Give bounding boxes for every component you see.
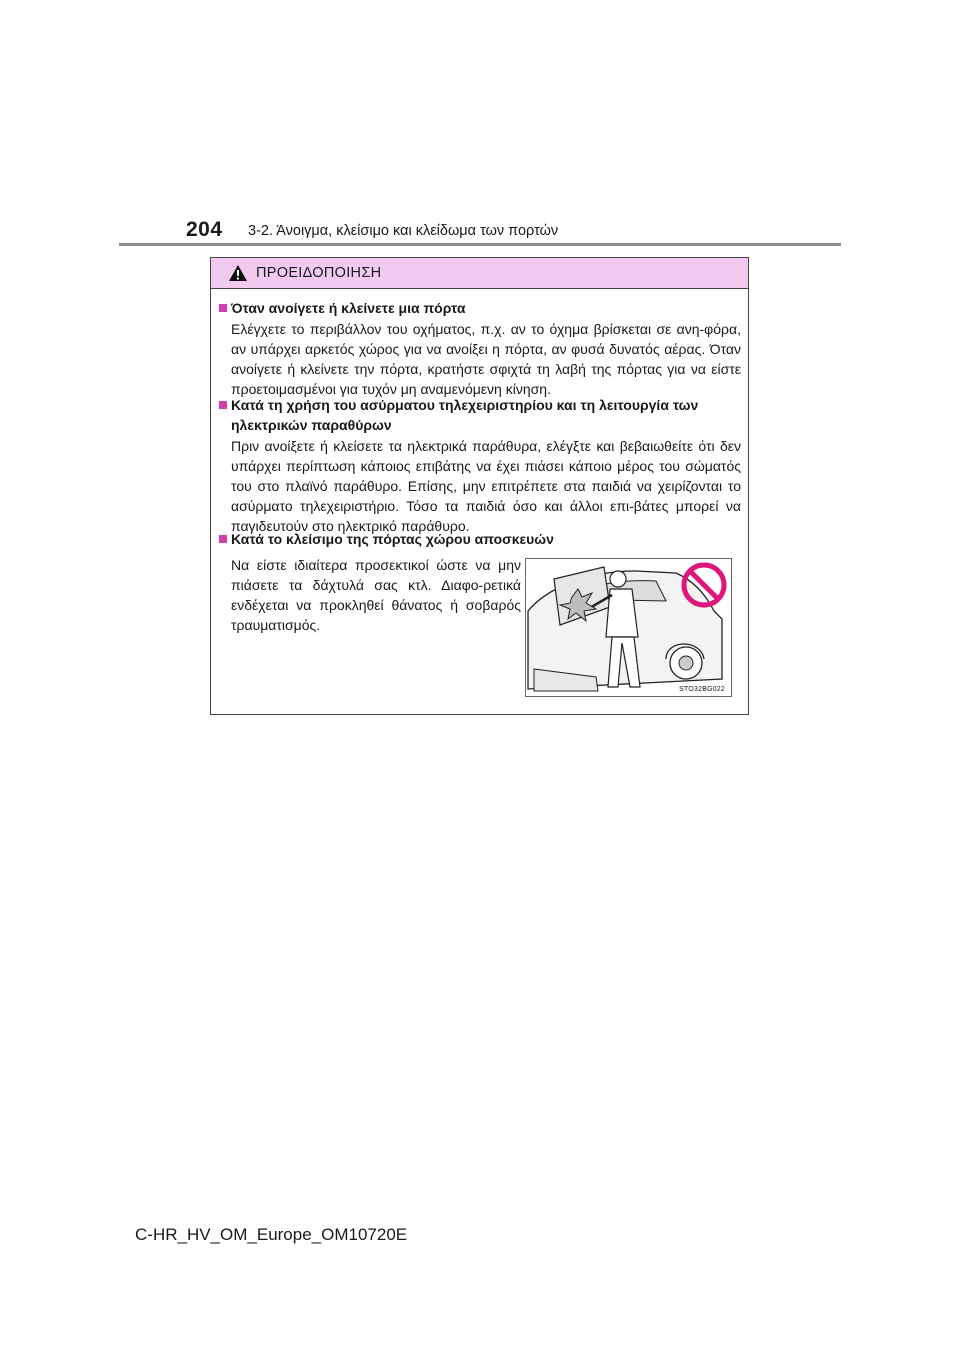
- item-heading-remote-line2: ηλεκτρικών παραθύρων: [231, 417, 392, 433]
- item-heading-remote: Κατά τη χρήση του ασύρματου τηλεχειριστηρίου και τη λειτουργία των: [219, 395, 698, 415]
- item-heading-tailgate: Κατά το κλείσιμο της πόρτας χώρου αποσκευών: [219, 529, 554, 549]
- footer-doc-id: C-HR_HV_OM_Europe_OM10720E: [135, 1225, 408, 1244]
- tailgate-illustration: [525, 558, 732, 697]
- warning-title: ΠΡΟΕΙΔΟΠΟΙΗΣΗ: [256, 265, 382, 281]
- bullet-square-icon: [219, 535, 227, 543]
- item-text-door: Ελέγχετε το περιβάλλον του οχήματος, π.χ. αν το όχημα βρίσκεται σε ανη-φόρα, αν υπάρχει αρκετός χώρος για να ανοίξει η πόρτα, αν φυσά δυνατός αέρας. Όταν ανοίγετε ή κλείνετε την πόρτα, κρατήστε σφιχτά τη λαβή της πόρτας για να είστε προετοιμασμένοι για τυχόν μη αναμενόμενη κίνηση.: [231, 321, 741, 397]
- item-text-remote: Πριν ανοίξετε ή κλείσετε τα ηλεκτρικά παράθυρα, ελέγξτε και βεβαιωθείτε ότι δεν υπάρχει περίπτωση κάποιος επιβάτης να έχει πιάσει κάποιο μέρος του σώματός του στο πλαϊνό παράθυρο. Επίσης, μην επιτρέπετε στα παιδιά να χειρίζονται το ασύρματο τηλεχειριστήριο. Τόσο τα παιδιά όσο και άλλοι επι-βάτες μπορεί να παγιδευτούν στο ηλεκτρικό παράθυρο.: [231, 438, 741, 534]
- warning-header: [211, 258, 748, 289]
- item-heading-door: Όταν ανοίγετε ή κλείνετε μια πόρτα: [219, 298, 465, 318]
- illustration-code: STO32BG022: [679, 686, 725, 693]
- warning-box: [210, 257, 749, 715]
- page-number: 204: [186, 218, 223, 241]
- bullet-square-icon: [219, 304, 227, 312]
- warning-triangle-icon: [228, 264, 248, 282]
- car-tailgate-drawing: [526, 559, 732, 697]
- bullet-square-icon: [219, 401, 227, 409]
- item-text-tailgate: Να είστε ιδιαίτερα προσεκτικοί ώστε να μην πιάσετε τα δάχτυλά σας κτλ. Διαφο-ρετικά ενδέχεται να προκληθεί θάνατος ή σοβαρός τραυματισμός.: [231, 557, 521, 633]
- header-divider: [119, 243, 841, 246]
- section-title: 3-2. Άνοιγμα, κλείσιμο και κλείδωμα των πορτών: [248, 223, 559, 239]
